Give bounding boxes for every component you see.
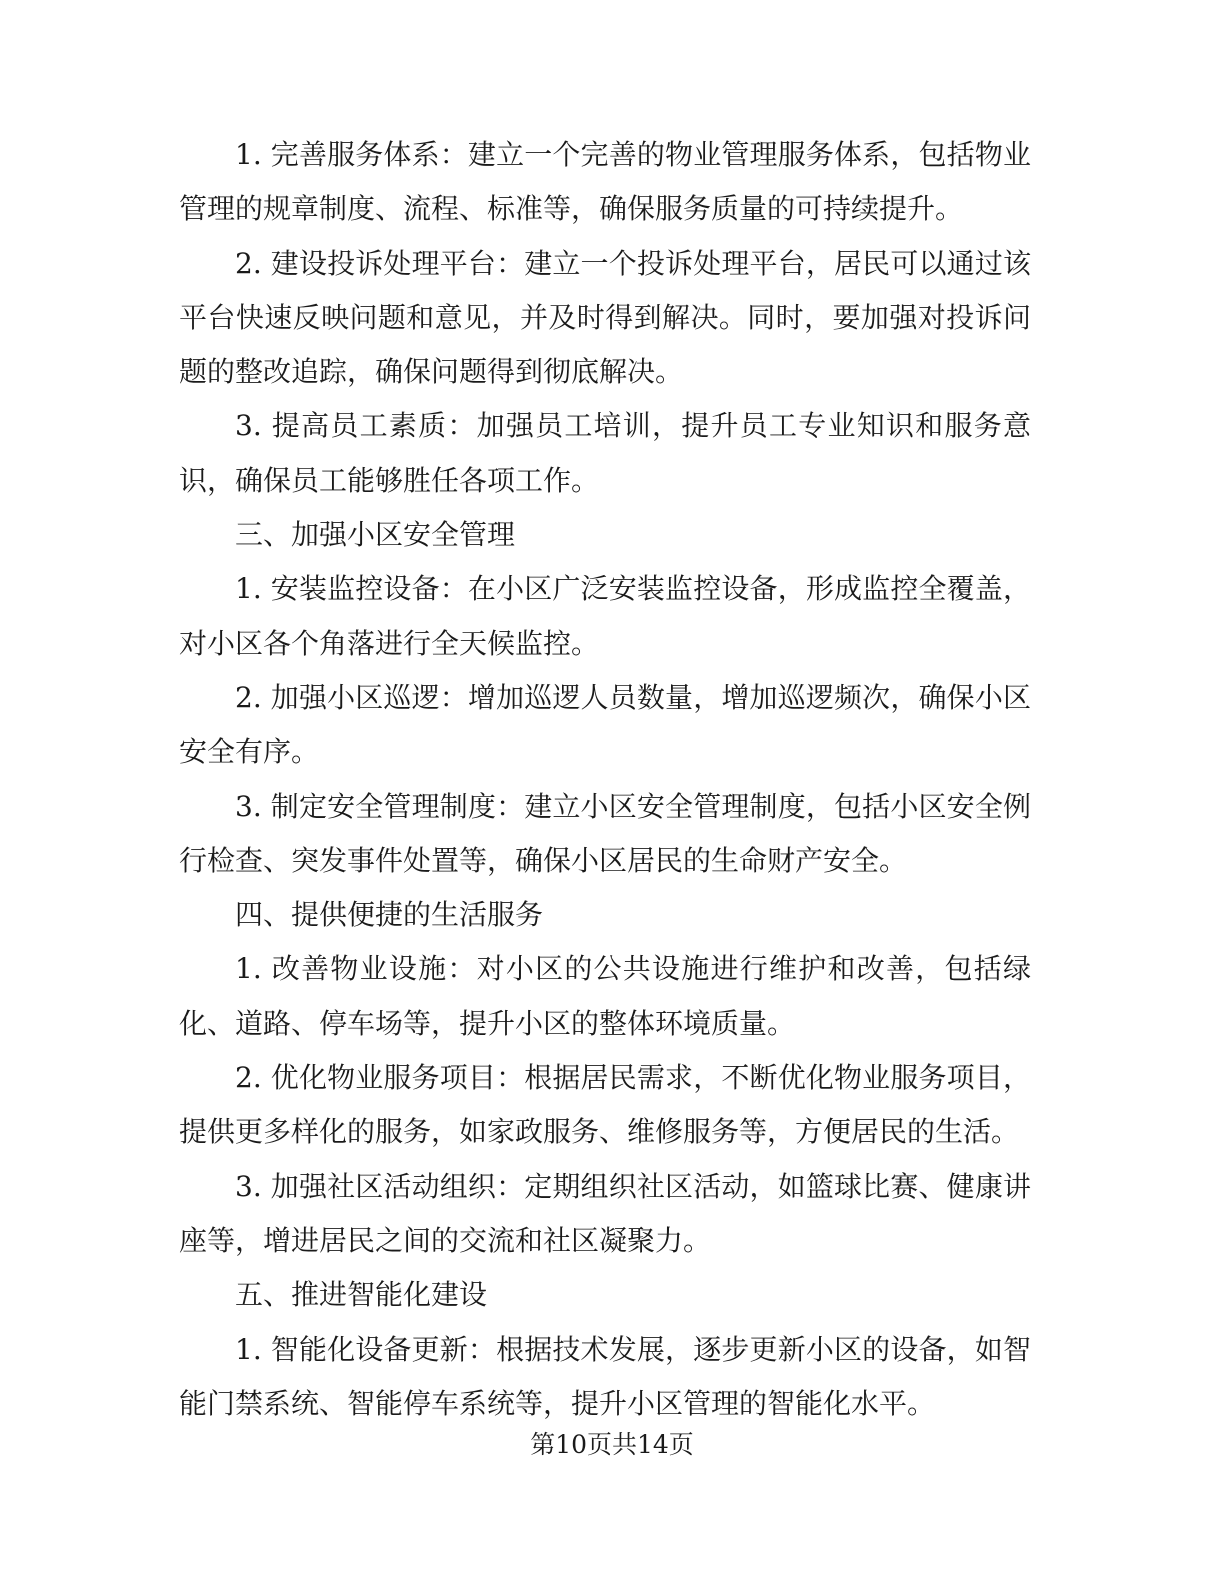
section-heading-smart: 五、推进智能化建设 — [235, 1278, 488, 1312]
paragraph-service-system: 1. 完善服务体系：建立一个完善的物业管理服务体系，包括物业管理的规章制度、流程、标准等，确保服务质量的可持续提升。 — [179, 138, 1031, 226]
page-number: 第10页共14页 — [530, 1430, 694, 1459]
section-heading-security: 三、加强小区安全管理 — [235, 518, 516, 552]
section-heading-services: 四、提供便捷的生活服务 — [235, 898, 544, 932]
document-body — [179, 128, 1031, 1431]
paragraph-staff-quality: 3. 提高员工素质：加强员工培训，提升员工专业知识和服务意识，确保员工能够胜任各项工作。 — [179, 409, 1031, 497]
paragraph-monitoring: 1. 安装监控设备：在小区广泛安装监控设备，形成监控全覆盖，对小区各个角落进行全天候监控。 — [179, 572, 1031, 660]
paragraph-community-activities: 3. 加强社区活动组织：定期组织社区活动，如篮球比赛、健康讲座等，增进居民之间的交流和社区凝聚力。 — [179, 1169, 1031, 1257]
paragraph-complaint-platform: 2. 建设投诉处理平台：建立一个投诉处理平台，居民可以通过该平台快速反映问题和意见，并及时得到解决。同时，要加强对投诉问题的整改追踪，确保问题得到彻底解决。 — [179, 246, 1031, 389]
paragraph-facilities: 1. 改善物业设施：对小区的公共设施进行维护和改善，包括绿化、道路、停车场等，提升小区的整体环境质量。 — [179, 952, 1031, 1040]
paragraph-patrol: 2. 加强小区巡逻：增加巡逻人员数量，增加巡逻频次，确保小区安全有序。 — [179, 680, 1031, 769]
paragraph-service-items: 2. 优化物业服务项目：根据居民需求，不断优化物业服务项目，提供更多样化的服务，如家政服务、维修服务等，方便居民的生活。 — [179, 1061, 1031, 1149]
paragraph-smart-devices: 1. 智能化设备更新：根据技术发展，逐步更新小区的设备，如智能门禁系统、智能停车系统等，提升小区管理的智能化水平。 — [179, 1332, 1031, 1420]
paragraph-safety-rules: 3. 制定安全管理制度：建立小区安全管理制度，包括小区安全例行检查、突发事件处置等，确保小区居民的生命财产安全。 — [179, 789, 1031, 877]
